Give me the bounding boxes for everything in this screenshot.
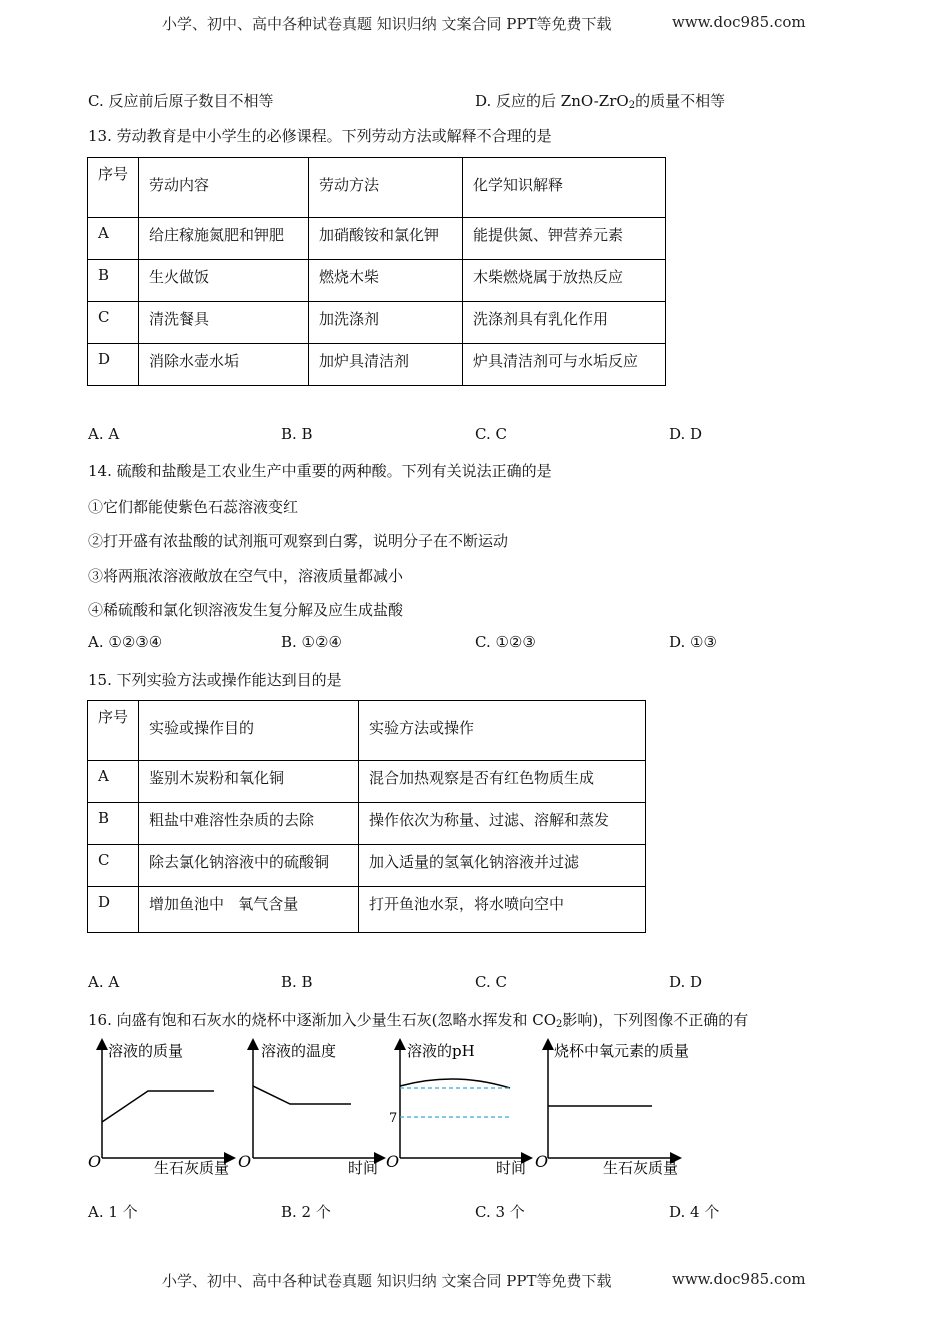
q13-option-d: D. D <box>669 425 703 443</box>
table-cell: 加炉具清洁剂 <box>309 344 463 386</box>
table-cell: 加洗涤剂 <box>309 302 463 344</box>
table-header-row <box>88 158 666 218</box>
table-header-row <box>88 701 646 761</box>
table-cell: 炉具清洁剂可与水垢反应 <box>463 344 666 386</box>
table-cell: D <box>88 887 139 933</box>
q14-statement: ④稀硫酸和氯化钡溶液发生复分解及应生成盐酸 <box>88 601 404 619</box>
y-axis-label: 溶液的质量 <box>108 1042 184 1060</box>
q14-statement: ③将两瓶浓溶液敞放在空气中，溶液质量都减小 <box>88 567 404 585</box>
y-axis-label: 溶液的pH <box>407 1042 475 1060</box>
table-cell: 加入适量的氢氧化钠溶液并过滤 <box>359 845 646 887</box>
x-axis-label: 生石灰质量 <box>603 1159 679 1177</box>
q16-option-d: D. 4 个 <box>669 1203 720 1221</box>
table-cell: 加硝酸铵和氯化钾 <box>309 218 463 260</box>
table-header-cell: 实验或操作目的 <box>139 701 359 761</box>
table-cell: 除去氯化钠溶液中的硫酸铜 <box>139 845 359 887</box>
y-tick-label: 7 <box>389 1111 398 1126</box>
q14-option-a: A. ①②③④ <box>88 633 163 651</box>
table-row <box>88 344 666 386</box>
table-header-cell: 序号 <box>88 701 139 761</box>
table-cell: B <box>88 260 139 302</box>
table-cell: 增加鱼池中 氧气含量 <box>139 887 359 933</box>
table-cell: 清洗餐具 <box>139 302 309 344</box>
table-cell: C <box>88 302 139 344</box>
q14-option-b: B. ①②④ <box>281 633 342 651</box>
table-row <box>88 845 646 887</box>
graph-solution-mass <box>88 1042 230 1177</box>
graph-solution-ph <box>386 1042 527 1177</box>
table-header-cell: 实验方法或操作 <box>359 701 646 761</box>
table-cell: 打开鱼池水泵，将水喷向空中 <box>359 887 646 933</box>
data-line <box>253 1086 351 1104</box>
q14-statement: ②打开盛有浓盐酸的试剂瓶可观察到白雾，说明分子在不断运动 <box>88 532 509 550</box>
graph-oxygen-element-mass <box>535 1042 689 1177</box>
origin-label: O <box>238 1152 252 1171</box>
footer-site-link[interactable]: www.doc985.com <box>672 1270 806 1288</box>
table-cell: 洗涤剂具有乳化作用 <box>463 302 666 344</box>
table-header-cell: 劳动内容 <box>139 158 309 218</box>
table-cell: C <box>88 845 139 887</box>
table-row <box>88 218 666 260</box>
table-cell: 操作依次为称量、过滤、溶解和蒸发 <box>359 803 646 845</box>
data-curve <box>400 1079 510 1088</box>
table-cell: 生火做饭 <box>139 260 309 302</box>
q14-stem: 14. 硫酸和盐酸是工农业生产中重要的两种酸。下列有关说法正确的是 <box>88 462 552 480</box>
q13-option-c: C. C <box>475 425 507 443</box>
q16-stem: 16. 向盛有饱和石灰水的烧杯中逐渐加入少量生石灰(忽略水挥发和 $CO_2$影响)，下列图像不正确的有 <box>88 1011 749 1030</box>
y-axis-label: 烧杯中氧元素的质量 <box>554 1042 690 1060</box>
q16-option-c: C. 3 个 <box>475 1203 525 1221</box>
q13-stem: 13. 劳动教育是中小学生的必修课程。下列劳动方法或解释不合理的是 <box>88 127 552 145</box>
q15-option-b: B. B <box>281 973 313 991</box>
table-header-cell: 序号 <box>88 158 139 218</box>
table-header-cell: 化学知识解释 <box>463 158 666 218</box>
table-cell: 能提供氮、钾营养元素 <box>463 218 666 260</box>
q16-option-b: B. 2 个 <box>281 1203 331 1221</box>
y-axis-label: 溶液的温度 <box>261 1042 337 1060</box>
q12-option-c: C. 反应前后原子数目不相等 <box>88 92 274 110</box>
q16-option-a: A. 1 个 <box>88 1203 138 1221</box>
q15-option-d: D. D <box>669 973 703 991</box>
q14-option-d: D. ①③ <box>669 633 717 651</box>
data-line <box>102 1091 214 1122</box>
header-site-link[interactable]: www.doc985.com <box>672 13 806 31</box>
table-row <box>88 761 646 803</box>
table-row <box>88 302 666 344</box>
q13-option-a: A. A <box>88 425 120 443</box>
q13-option-b: B. B <box>281 425 313 443</box>
table-row <box>88 887 646 933</box>
table-cell: 粗盐中难溶性杂质的去除 <box>139 803 359 845</box>
table-cell: 混合加热观察是否有红色物质生成 <box>359 761 646 803</box>
q14-statement: ①它们都能使紫色石蕊溶液变红 <box>88 498 299 516</box>
table-cell: 木柴燃烧属于放热反应 <box>463 260 666 302</box>
table-cell: B <box>88 803 139 845</box>
q16-graphs <box>80 1036 820 1184</box>
table-header-cell: 劳动方法 <box>309 158 463 218</box>
x-axis-label: 生石灰质量 <box>154 1159 230 1177</box>
q15-table <box>87 700 646 933</box>
origin-label: O <box>386 1152 400 1171</box>
table-cell: 给庄稼施氮肥和钾肥 <box>139 218 309 260</box>
origin-label: O <box>88 1152 102 1171</box>
q13-table <box>87 157 666 386</box>
origin-label: O <box>535 1152 549 1171</box>
q12-option-d: D. 反应的后 ZnO-ZrO$_2$的质量不相等 <box>475 92 726 111</box>
table-cell: A <box>88 218 139 260</box>
q14-option-c: C. ①②③ <box>475 633 536 651</box>
graph-solution-temperature <box>238 1042 380 1177</box>
table-cell: D <box>88 344 139 386</box>
q15-stem: 15. 下列实验方法或操作能达到目的是 <box>88 671 342 689</box>
footer-title: 小学、初中、高中各种试卷真题 知识归纳 文案合同 PPT等免费下载 <box>162 1272 612 1290</box>
table-row <box>88 260 666 302</box>
table-cell: 燃烧木柴 <box>309 260 463 302</box>
x-axis-label: 时间 <box>496 1159 527 1177</box>
q15-option-c: C. C <box>475 973 507 991</box>
header-title: 小学、初中、高中各种试卷真题 知识归纳 文案合同 PPT等免费下载 <box>162 15 612 33</box>
table-cell: A <box>88 761 139 803</box>
q15-option-a: A. A <box>88 973 120 991</box>
x-axis-label: 时间 <box>348 1159 379 1177</box>
table-cell: 鉴别木炭粉和氧化铜 <box>139 761 359 803</box>
table-cell: 消除水壶水垢 <box>139 344 309 386</box>
table-row <box>88 803 646 845</box>
